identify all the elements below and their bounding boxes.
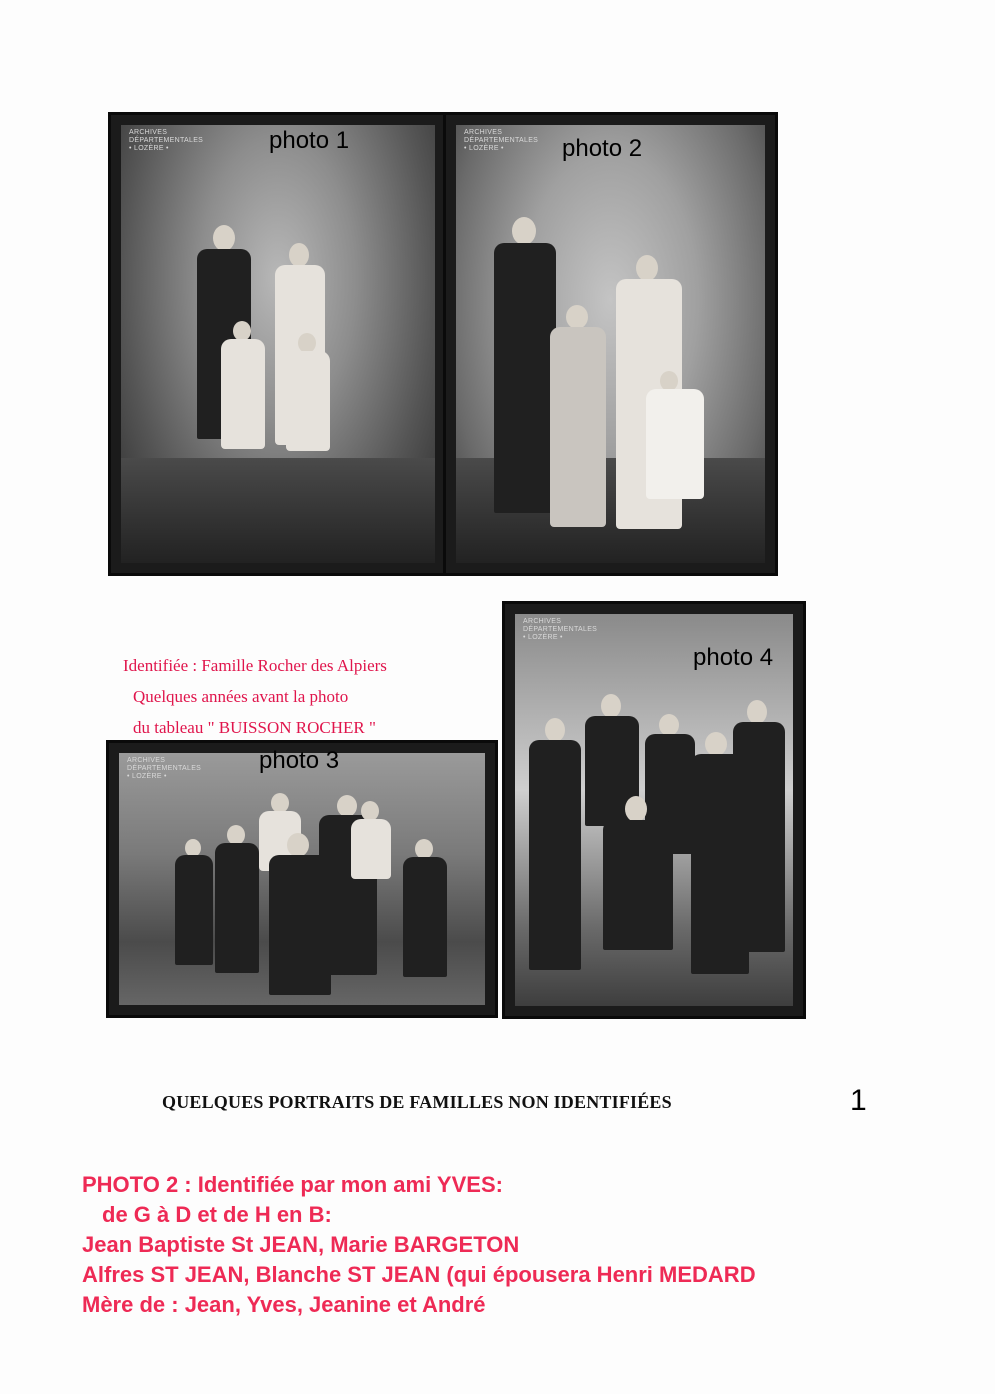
identification-line-1: Identifiée : Famille Rocher des Alpiers (123, 656, 387, 675)
page-number: 1 (850, 1084, 867, 1117)
notes-line-3: Jean Baptiste St JEAN, Marie BARGETON (82, 1232, 520, 1257)
photo-1 (108, 112, 448, 576)
photo-2-scene (456, 125, 765, 563)
photo-3 (106, 740, 498, 1018)
archive-stamp: ARCHIVES DÉPARTEMENTALES • LOZÈRE • (464, 129, 539, 152)
photo-3-label: photo 3 (259, 747, 340, 774)
notes-line-5: Mère de : Jean, Yves, Jeanine et André (82, 1292, 486, 1317)
identification-caption (123, 650, 387, 743)
photo-4 (502, 601, 806, 1019)
notes-line-2: de G à D et de H en B: (102, 1202, 332, 1227)
identification-line-2: Quelques années avant la photo (133, 687, 349, 706)
identification-notes (82, 1170, 756, 1320)
archive-stamp: ARCHIVES DÉPARTEMENTALES • LOZÈRE • (523, 618, 598, 641)
photo-1-scene (121, 125, 435, 563)
photo-4-scene (515, 614, 793, 1006)
photo-2-label: photo 2 (562, 135, 643, 162)
photo-1-label: photo 1 (269, 127, 350, 154)
archive-stamp: ARCHIVES DÉPARTEMENTALES • LOZÈRE • (129, 129, 204, 152)
page-title: QUELQUES PORTRAITS DE FAMILLES NON IDENTIFIÉES (162, 1092, 672, 1112)
notes-line-1: PHOTO 2 : Identifiée par mon ami YVES: (82, 1172, 503, 1197)
photo-4-label: photo 4 (693, 644, 774, 671)
photo-2 (443, 112, 778, 576)
photo-3-scene (119, 753, 485, 1005)
notes-line-4: Alfres ST JEAN, Blanche ST JEAN (qui épousera Henri MEDARD (82, 1262, 756, 1287)
identification-line-3: du tableau " BUISSON ROCHER " (133, 718, 376, 737)
archive-stamp: ARCHIVES DÉPARTEMENTALES • LOZÈRE • (127, 757, 202, 780)
